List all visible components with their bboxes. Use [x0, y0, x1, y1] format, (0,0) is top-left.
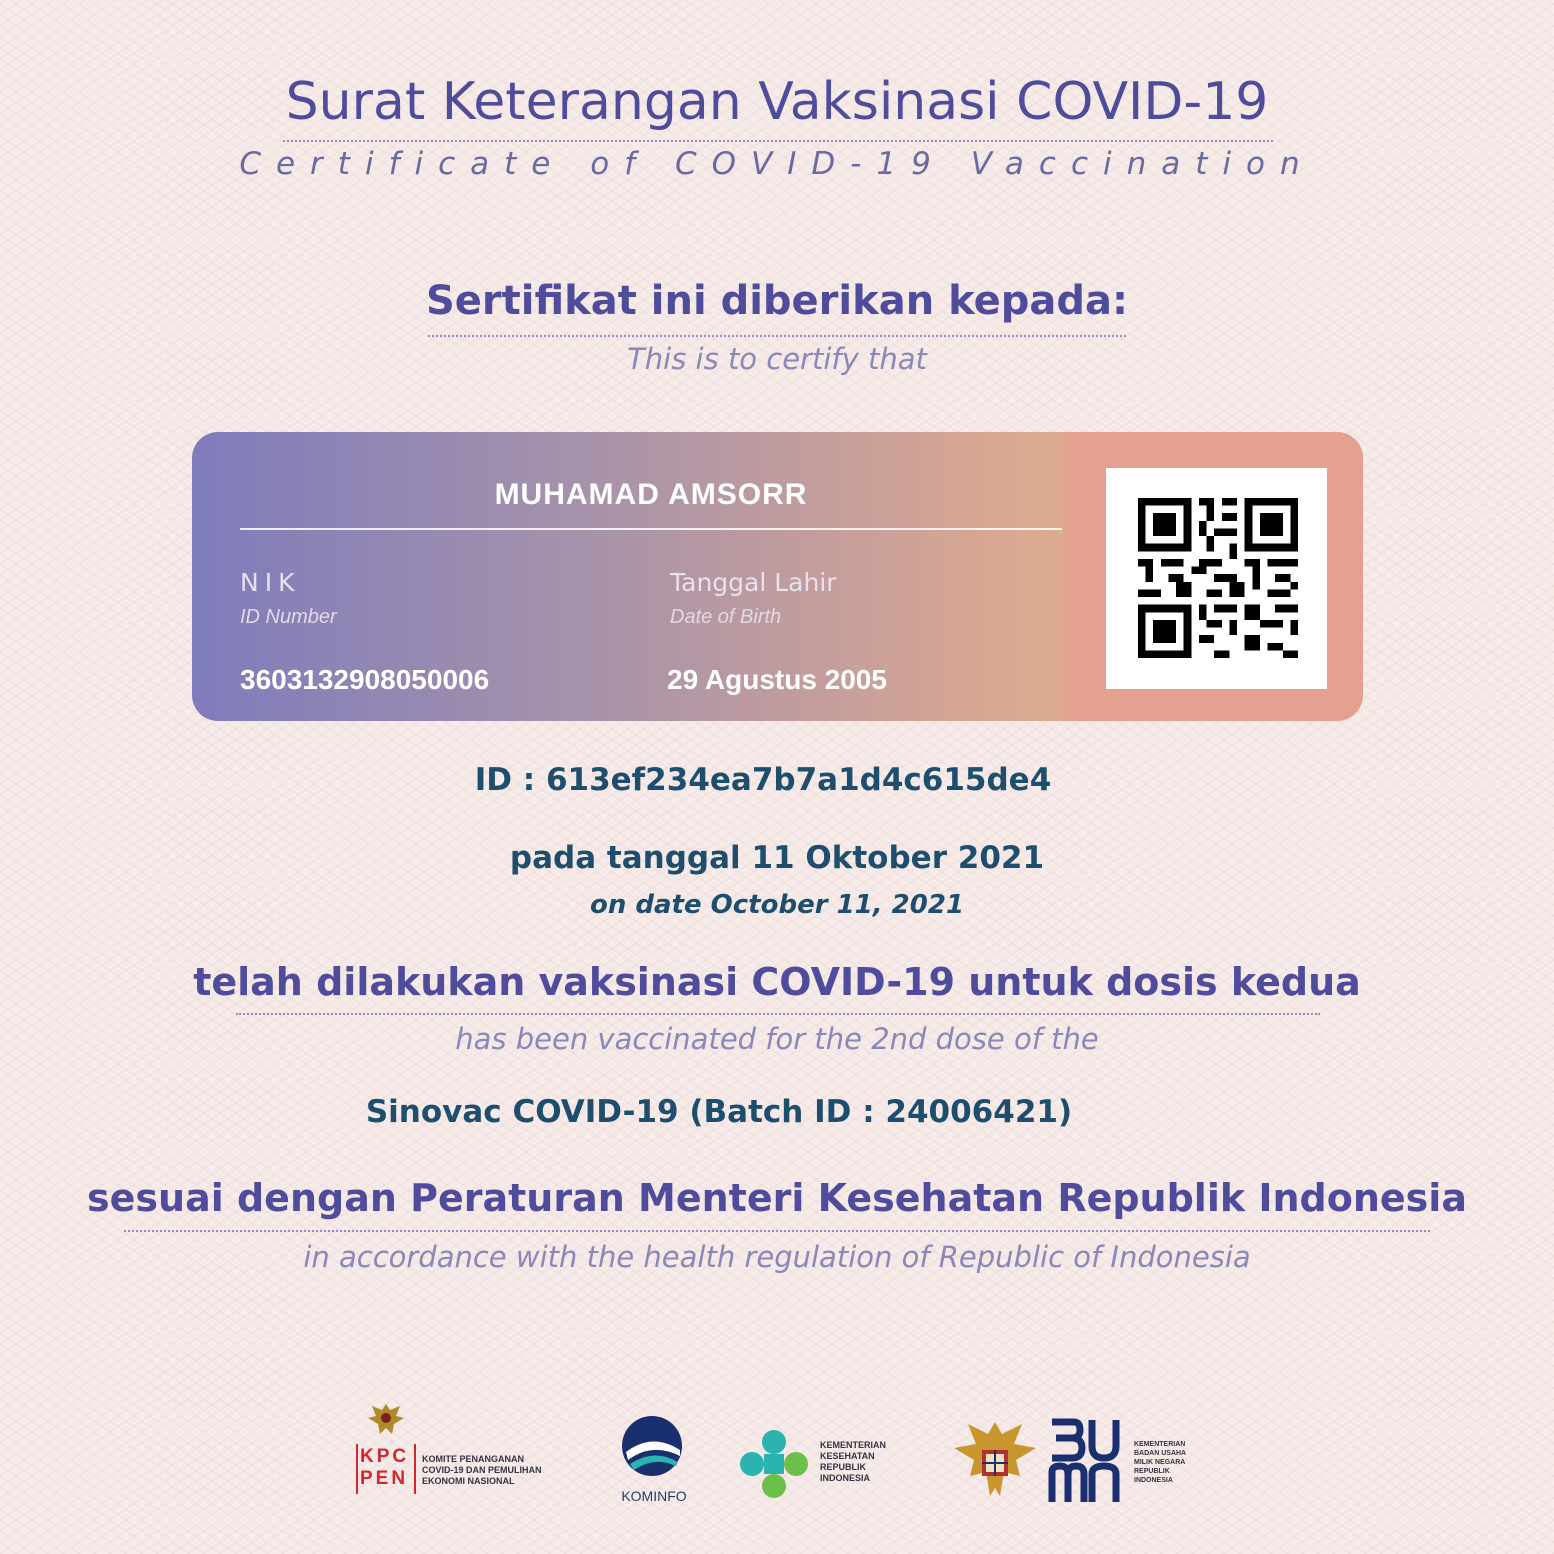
title-divider	[283, 140, 1273, 142]
certificate-title: Surat Keterangan Vaksinasi COVID-19	[285, 72, 1269, 132]
garuda-pancasila-icon	[950, 1416, 1040, 1506]
recipient-heading: Sertifikat ini diberikan kepada:	[425, 278, 1129, 324]
regulation-statement: sesuai dengan Peraturan Menteri Kesehatan Republik Indonesia	[87, 1176, 1467, 1220]
garuda-logo	[950, 1416, 1040, 1506]
kominfo-globe-icon	[616, 1412, 688, 1480]
certificate-subtitle: Certificate of COVID-19 Vaccination	[239, 146, 1315, 182]
dose-divider	[236, 1013, 1320, 1015]
nik-label: NIK	[240, 568, 301, 597]
kominfo-logo	[606, 1412, 702, 1512]
kpc-bracket	[356, 1444, 416, 1494]
bumn-mark-icon	[1048, 1416, 1124, 1506]
identity-card	[192, 432, 1363, 721]
bumn-logo	[1048, 1416, 1208, 1506]
dob-label-en: Date of Birth	[670, 606, 782, 628]
recipient-heading-en: This is to certify that	[627, 342, 927, 376]
logo-strip	[0, 1398, 1554, 1518]
kpc-pen-logo	[360, 1398, 580, 1508]
nik-value: 3603132908050006	[240, 664, 490, 695]
vaccine-batch: Sinovac COVID-19 (Batch ID : 24006421)	[365, 1094, 1073, 1130]
kemenkes-caption: KEMENTERIAN KESEHATAN REPUBLIK INDONESIA	[820, 1440, 887, 1483]
nik-label-en: ID Number	[240, 606, 337, 628]
vaccination-date: pada tanggal 11 Oktober 2021	[509, 840, 1045, 876]
certificate-id: ID : 613ef234ea7b7a1d4c615de4	[474, 762, 1052, 798]
kemenkes-logo	[738, 1428, 918, 1508]
kemenkes-cross-icon	[738, 1428, 810, 1500]
kpc-text-top: KPC	[360, 1446, 410, 1467]
bumn-caption: KEMENTERIAN BADAN USAHA MILIK NEGARA REPUBLIK INDONESIA	[1134, 1441, 1187, 1484]
regulation-statement-en: in accordance with the health regulation of Republic of Indonesia	[303, 1240, 1251, 1274]
vaccination-date-en: on date October 11, 2021	[589, 890, 965, 920]
kominfo-label: KOMINFO	[621, 1488, 687, 1504]
name-underline	[240, 528, 1062, 530]
dose-statement: telah dilakukan vaksinasi COVID-19 untuk dosis kedua	[193, 960, 1361, 1004]
dob-value: 29 Agustus 2005	[667, 664, 887, 695]
qr-code-icon	[1138, 498, 1298, 658]
holder-name: MUHAMAD AMSORR	[494, 478, 808, 511]
recipient-divider	[428, 335, 1126, 337]
kpc-caption: KOMITE PENANGANAN COVID-19 DAN PEMULIHAN EKONOMI NASIONAL	[422, 1454, 542, 1486]
qr-code[interactable]	[1106, 468, 1327, 689]
regulation-divider	[124, 1230, 1430, 1232]
dose-statement-en: has been vaccinated for the 2nd dose of the	[455, 1022, 1099, 1056]
kpc-text-bottom: PEN	[360, 1468, 409, 1489]
garuda-small-icon	[366, 1400, 406, 1438]
dob-label: Tanggal Lahir	[670, 568, 837, 597]
